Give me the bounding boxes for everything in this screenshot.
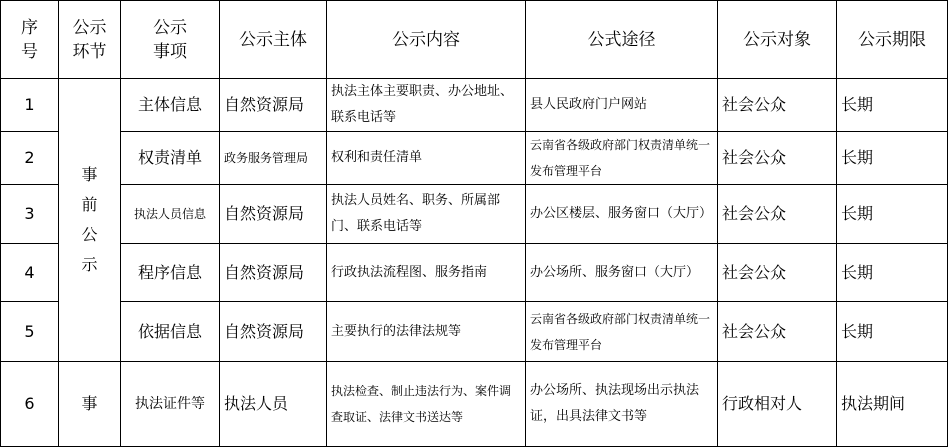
channel-cell: 办公区楼层、服务窗口（大厅） bbox=[526, 185, 718, 244]
target-cell: 社会公众 bbox=[718, 185, 837, 244]
content-cell: 执法人员姓名、职务、所属部门、联系电话等 bbox=[327, 185, 526, 244]
seq-cell: 5 bbox=[1, 302, 59, 362]
item-cell: 程序信息 bbox=[121, 244, 220, 302]
content-cell: 权利和责任清单 bbox=[327, 132, 526, 185]
period-cell: 长期 bbox=[837, 79, 948, 132]
header-channel: 公式途径 bbox=[526, 1, 718, 79]
item-cell: 执法证件等 bbox=[121, 362, 220, 447]
period-cell: 长期 bbox=[837, 302, 948, 362]
seq-cell: 1 bbox=[1, 79, 59, 132]
target-cell: 社会公众 bbox=[718, 79, 837, 132]
table-row bbox=[1, 132, 948, 185]
table-row bbox=[1, 244, 948, 302]
header-seq: 序 号 bbox=[1, 1, 59, 79]
target-cell: 社会公众 bbox=[718, 302, 837, 362]
table-row bbox=[1, 302, 948, 362]
subject-cell: 自然资源局 bbox=[220, 79, 327, 132]
item-cell: 执法人员信息 bbox=[121, 185, 220, 244]
table-row bbox=[1, 185, 948, 244]
header-target: 公示对象 bbox=[718, 1, 837, 79]
seq-cell: 2 bbox=[1, 132, 59, 185]
header-row bbox=[1, 1, 948, 79]
period-cell: 长期 bbox=[837, 244, 948, 302]
subject-cell: 自然资源局 bbox=[220, 244, 327, 302]
content-cell: 执法主体主要职责、办公地址、联系电话等 bbox=[327, 79, 526, 132]
channel-cell: 县人民政府门户网站 bbox=[526, 79, 718, 132]
subject-cell: 执法人员 bbox=[220, 362, 327, 447]
target-cell: 社会公众 bbox=[718, 132, 837, 185]
period-cell: 长期 bbox=[837, 132, 948, 185]
subject-cell: 自然资源局 bbox=[220, 302, 327, 362]
subject-cell: 自然资源局 bbox=[220, 185, 327, 244]
content-cell: 行政执法流程图、服务指南 bbox=[327, 244, 526, 302]
stage-cell: 事 前 公 示 bbox=[59, 79, 121, 362]
header-stage: 公示 环节 bbox=[59, 1, 121, 79]
content-cell: 执法检查、制止违法行为、案件调查取证、法律文书送达等 bbox=[327, 362, 526, 447]
header-period: 公示期限 bbox=[837, 1, 948, 79]
content-cell: 主要执行的法律法规等 bbox=[327, 302, 526, 362]
period-cell: 执法期间 bbox=[837, 362, 948, 447]
header-content: 公示内容 bbox=[327, 1, 526, 79]
seq-cell: 3 bbox=[1, 185, 59, 244]
target-cell: 行政相对人 bbox=[718, 362, 837, 447]
seq-cell: 4 bbox=[1, 244, 59, 302]
item-cell: 主体信息 bbox=[121, 79, 220, 132]
channel-cell: 云南省各级政府部门权责清单统一发布管理平台 bbox=[526, 302, 718, 362]
table-row bbox=[1, 362, 948, 447]
header-subject: 公示主体 bbox=[220, 1, 327, 79]
header-item: 公示 事项 bbox=[121, 1, 220, 79]
table-row bbox=[1, 79, 948, 132]
stage-cell: 事 bbox=[59, 362, 121, 447]
channel-cell: 办公场所、服务窗口（大厅） bbox=[526, 244, 718, 302]
seq-cell: 6 bbox=[1, 362, 59, 447]
item-cell: 依据信息 bbox=[121, 302, 220, 362]
period-cell: 长期 bbox=[837, 185, 948, 244]
target-cell: 社会公众 bbox=[718, 244, 837, 302]
item-cell: 权责清单 bbox=[121, 132, 220, 185]
channel-cell: 云南省各级政府部门权责清单统一发布管理平台 bbox=[526, 132, 718, 185]
subject-cell: 政务服务管理局 bbox=[220, 132, 327, 185]
channel-cell: 办公场所、执法现场出示执法证，出具法律文书等 bbox=[526, 362, 718, 447]
